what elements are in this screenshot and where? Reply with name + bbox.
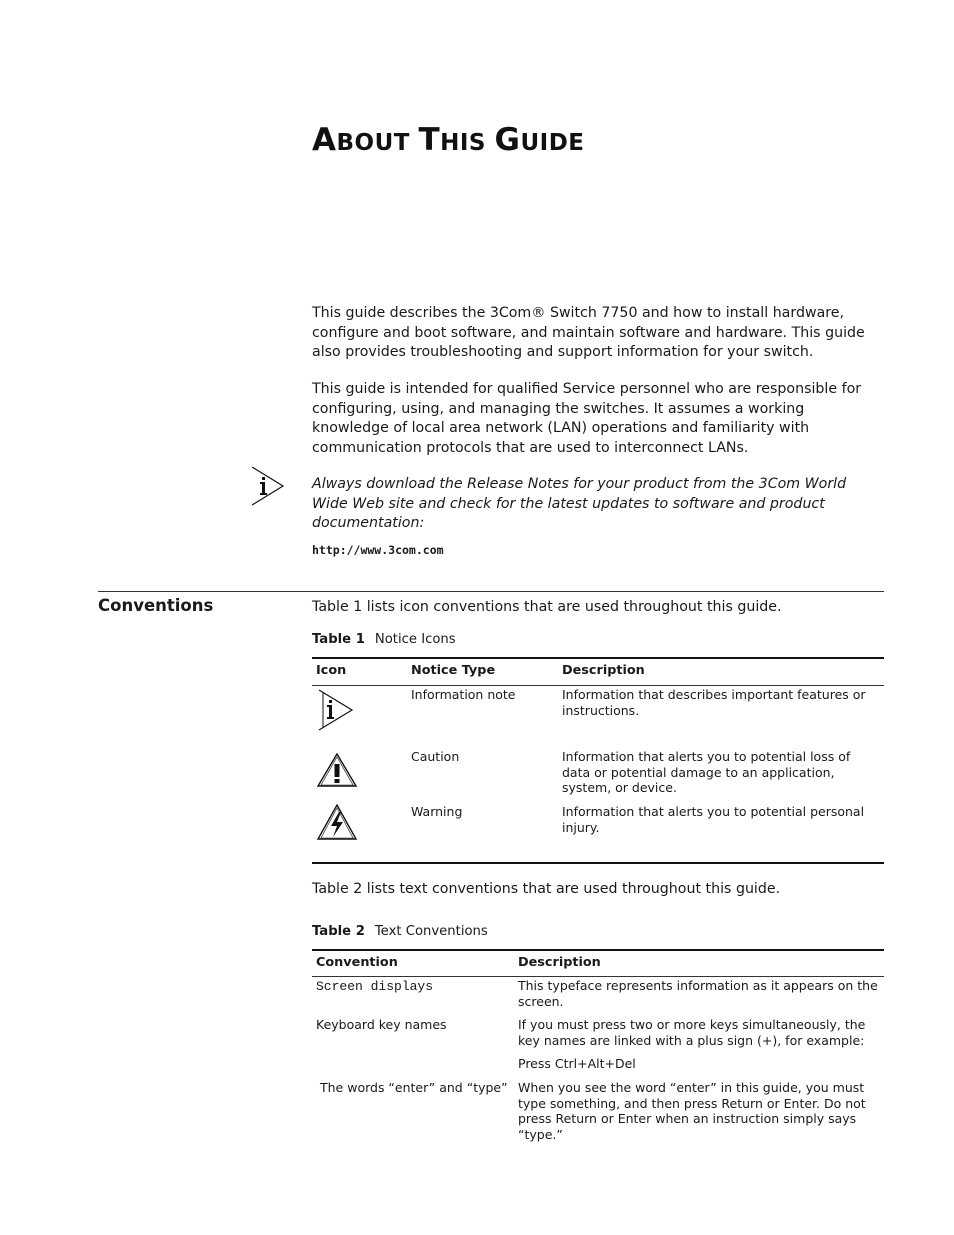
release-notes-note: Always download the Release Notes for your product from the 3Com World Wide Web site and check for the latest updates to software and product documentation: (312, 476, 847, 531)
title-cap-3: G (494, 122, 521, 158)
table1-caption (312, 632, 456, 647)
page-title (312, 122, 585, 158)
table2-top-rule (312, 949, 884, 951)
title-rest-2: HIS (440, 130, 495, 156)
table1-title: Notice Icons (374, 632, 456, 647)
table1-row-2-type: Caution (411, 749, 460, 764)
table1-label: Table 1 (312, 632, 365, 647)
table2-header-rule (312, 976, 884, 977)
table2-header-convention: Convention (316, 955, 398, 970)
table1-header-description: Description (562, 663, 645, 678)
table1-header-icon: Icon (316, 663, 347, 678)
table1-bottom-rule (312, 862, 884, 864)
table2-row-3-convention: The words “enter” and “type” (320, 1080, 508, 1095)
table1-row-2-description: Information that alerts you to potential loss of data or potential damage to an application, system, or device. (562, 749, 851, 795)
table2-row-1-convention: Screen displays (316, 979, 434, 994)
table1-header-rule (312, 685, 884, 686)
table2-row-2-convention: Keyboard key names (316, 1017, 447, 1032)
conventions-heading: Conventions (98, 596, 214, 615)
information-note-icon (317, 689, 355, 731)
website-url: http://www.3com.com (312, 543, 444, 557)
warning-icon (316, 803, 358, 841)
table1-row-3-type: Warning (411, 804, 463, 819)
table1-row-3-description: Information that alerts you to potential personal injury. (562, 804, 865, 835)
title-rest-3: UIDE (520, 130, 585, 156)
section-divider (98, 591, 884, 592)
table2-row-2-example: Press Ctrl+Alt+Del (518, 1056, 636, 1071)
title-cap-2: T (418, 122, 441, 158)
table2-caption (312, 924, 488, 939)
table1-row-1-type: Information note (411, 687, 516, 702)
intro-paragraph-2: This guide is intended for qualified Service personnel who are responsible for configuring, using, and managing the switches. It assumes a working knowledge of local area network (LAN) operations and familiarity with communication protocols that are used to interconnect LANs. (312, 381, 862, 456)
table2-row-1-description: This typeface represents information as it appears on the screen. (518, 978, 878, 1009)
caution-icon (316, 752, 358, 788)
table1-top-rule (312, 657, 884, 659)
table1-header-notice-type: Notice Type (411, 663, 496, 678)
table2-row-2-description: If you must press two or more keys simultaneously, the key names are linked with a plus sign (+), for example: (518, 1017, 866, 1048)
title-cap-1: A (312, 122, 337, 158)
table2-intro: Table 2 lists text conventions that are used throughout this guide. (312, 881, 781, 897)
table2-label: Table 2 (312, 924, 365, 939)
table1-intro: Table 1 lists icon conventions that are used throughout this guide. (312, 599, 782, 615)
intro-paragraph-1: This guide describes the 3Com® Switch 7750 and how to install hardware, configure and boot software, and maintain software and hardware. This guide also provides troubleshooting and support information for your switch. (312, 305, 865, 360)
table1-row-1-description: Information that describes important features or instructions. (562, 687, 866, 718)
title-rest-1: BOUT (336, 130, 419, 156)
table2-row-3-description: When you see the word “enter” in this guide, you must type something, and then press Return or Enter. Do not press Return or Enter when an instruction simply says “type.” (518, 1080, 866, 1142)
table2-header-description: Description (518, 955, 601, 970)
information-note-icon (251, 466, 285, 506)
table2-title: Text Conventions (374, 924, 488, 939)
